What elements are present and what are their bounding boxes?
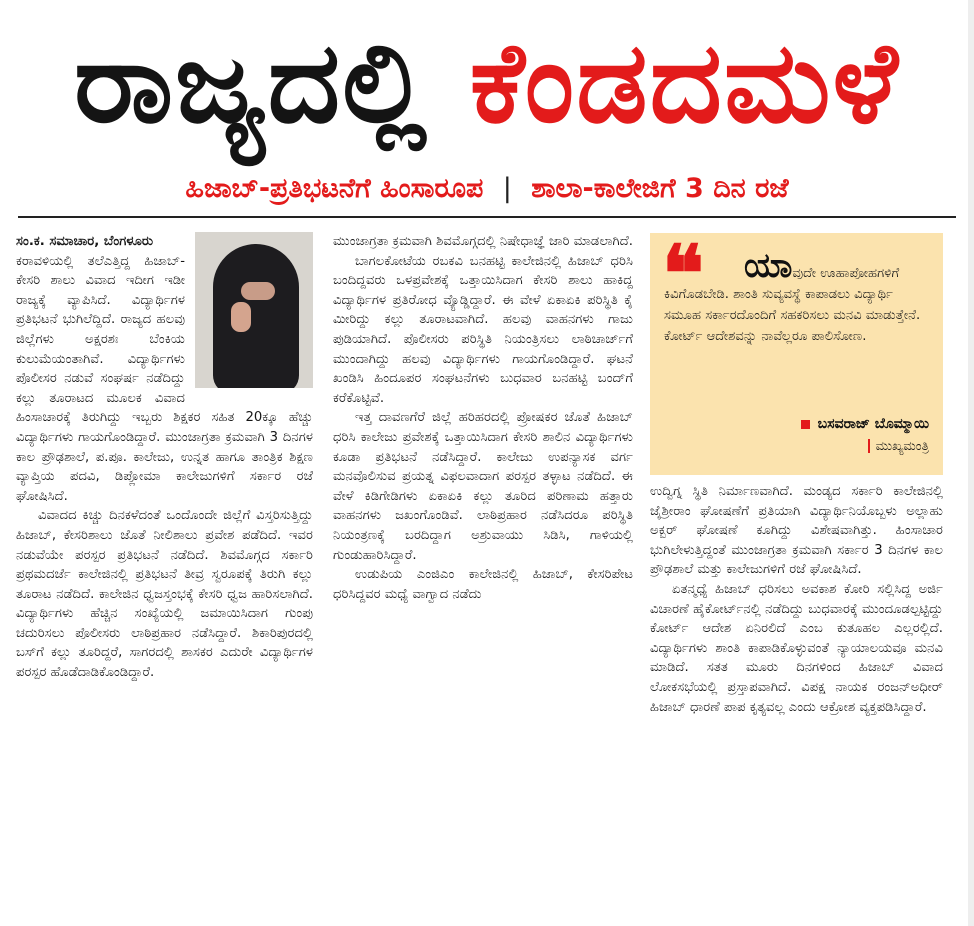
column-2-paragraph-3: ಇತ್ತ ದಾವಣಗೆರೆ ಜಿಲ್ಲೆ ಹರಿಹರದಲ್ಲಿ ಪ್ರೋಷಕರ ಜೊತೆ ಹಿಜಾಬ್ ಧರಿಸಿ ಕಾಲೇಜು ಪ್ರವೇಶಕ್ಕೆ ಒತ್ತಾಯಿಸಿದಾಗ ಕೇಸರಿ ಶಾಲಿನ ವಿದ್ಯಾರ್ಥಿಗಳು ಕೂಡಾ ಪ್ರತಿಭಟನೆ ನಡೆಸಿದ್ದಾರೆ. ಕಾಲೇಜು ಉಪನ್ಯಾಸಕ ವರ್ಗ ಮನವೊಲಿಸುವ ಪ್ರಯತ್ನ ವಿಫಲವಾದಾಗ ಪರಸ್ಪರ ತಳ್ಳಾಟ ನಡೆದಿದೆ. ಈ ವೇಳೆ ಕಿಡಿಗೇಡಿಗಳು ಏಕಾಏಕಿ ಕಲ್ಲು ತೂರಿದ ಪರಿಣಾಮ ಹತ್ತಾರು ವಾಹನಗಳು ಜಖಂಗೊಂಡಿವೆ. ಲಾಠಿಪ್ರಹಾರ ನಡೆಸಿದರೂ ಪರಿಸ್ಥಿತಿ ನಿಯಂತ್ರಣಕ್ಕೆ ಬರದಿದ್ದಾಗ ಅಶ್ರುವಾಯು ಸಿಡಿಸಿ, ಗಾಳಿಯಲ್ಲಿ ಗುಂಡುಹಾರಿಸಿದ್ದಾರೆ. <box>333 410 633 563</box>
page-edge <box>968 0 974 926</box>
quote-mark-icon: ❝ <box>662 229 704 320</box>
column-1-paragraph-2: ವಿವಾದದ ಕಿಚ್ಚು ದಿನಕಳೆದಂತೆ ಒಂದೊಂದೇ ಜಿಲ್ಲೆಗೆ ವಿಸ್ತರಿಸುತ್ತಿದ್ದು ಹಿಜಾಬ್, ಕೇಸರಿಶಾಲು ಜೊತೆ ನೀಲಿಶಾಲು ಪ್ರವೇಶ ಪಡೆದಿದೆ. ಇವರ ನಡುವೆಯೇ ಪರಸ್ಪರ ಪ್ರತಿಭಟನೆ ನಡೆದಿದೆ. ಶಿವಮೊಗ್ಗದ ಸರ್ಕಾರಿ ಪ್ರಥಮದರ್ಜೆ ಕಾಲೇಜಿನಲ್ಲಿ ಪ್ರತಿಭಟನೆ ತೀವ್ರ ಸ್ವರೂಪಕ್ಕೆ ತಿರುಗಿ ಕಲ್ಲು ತೂರಾಟ ನಡೆದಿದೆ. ಕಾಲೇಜಿನ ಧ್ವಜಸ್ತಂಭಕ್ಕೆ ಕೇಸರಿ ಧ್ವಜ ಹಾರಿಸಲಾಗಿದೆ. ವಿದ್ಯಾರ್ಥಿಗಳು ಹೆಚ್ಚಿನ ಸಂಖ್ಯೆಯಲ್ಲಿ ಜಮಾಯಿಸಿದಾಗ ಗುಂಪು ಚದುರಿಸಲು ಪೊಲೀಸರು ಲಾಠಿಪ್ರಹಾರ ನಡೆಸಿದ್ದಾರೆ. ಶಿಕಾರಿಪುರದಲ್ಲಿ ಬಸ್‌ಗೆ ಕಲ್ಲು ತೂರಿದ್ದರೆ, ಸಾಗರದಲ್ಲಿ ಶಾಸಕರ ಎದುರೇ ವಿದ್ಯಾರ್ಥಿಗಳ ಪರಸ್ಪರ ಹೊಡೆದಾಡಿಕೊಂಡಿದ್ದಾರೆ. <box>16 508 313 681</box>
section-divider <box>18 216 956 218</box>
article-column-2 <box>333 232 633 912</box>
column-2-paragraph-1: ಮುಂಜಾಗ್ರತಾ ಕ್ರಮವಾಗಿ ಶಿವಮೊಗ್ಗದಲ್ಲಿ ನಿಷೇಧಾಜ್ಞೆ ಜಾರಿ ಮಾಡಲಾಗಿದೆ. <box>333 234 633 249</box>
quote-drop-cap: ಯಾ <box>744 246 793 286</box>
photo-icon <box>195 232 313 388</box>
article-column-3 <box>650 482 943 912</box>
headline <box>0 8 974 158</box>
quote-signature <box>801 413 929 458</box>
column-1-paragraph-1: ಕರಾವಳಿಯಲ್ಲಿ ತಲೆಎತ್ತಿದ್ದ ಹಿಜಾಬ್-ಕೇಸರಿ ಶಾಲು ವಿವಾದ ಇದೀಗ ಇಡೀ ರಾಜ್ಯಕ್ಕೆ ವ್ಯಾಪಿಸಿದೆ. ವಿದ್ಯಾರ್ಥಿಗಳ ಪ್ರತಿಭಟನೆ ಭುಗಿಲೆದ್ದಿದೆ. ರಾಜ್ಯದ ಹಲವು ಜಿಲ್ಲೆಗಳು ಅಕ್ಷರಶಃ ಬೆಂಕಿಯ ಕುಲುಮೆಯಂತಾಗಿವೆ. ವಿದ್ಯಾರ್ಥಿಗಳು ಪೊಲೀಸರ ನಡುವೆ ಸಂಘರ್ಷ ನಡೆದಿದ್ದು ಕಲ್ಲು ತೂರಾಟದ ಮೂಲಕ ವಿವಾದ ಹಿಂಸಾಚಾರಕ್ಕೆ ತಿರುಗಿದ್ದು ಇಬ್ಬರು ಶಿಕ್ಷಕರ ಸಹಿತ 20ಕ್ಕೂ ಹೆಚ್ಚು ವಿದ್ಯಾರ್ಥಿಗಳು ಗಾಯಗೊಂಡಿದ್ದಾರೆ. ಮುಂಜಾಗ್ರತಾ ಕ್ರಮವಾಗಿ 3 ದಿನಗಳ ಕಾಲ ಪ್ರೌಢಶಾಲೆ, ಪ.ಪೂ. ಕಾಲೇಜು, ಉನ್ನತ ಹಾಗೂ ತಾಂತ್ರಿಕ ಶಿಕ್ಷಣ ವ್ಯಾಪ್ತಿಯ ಪದವಿ, ಡಿಪ್ಲೋಮಾ ಕಾಲೇಜುಗಳಿಗೆ ಸರ್ಕಾರ ರಜೆ ಘೋಷಿಸಿದೆ. <box>16 253 313 504</box>
column-3-paragraph-1: ಉದ್ವಿಗ್ನ ಸ್ಥಿತಿ ನಿರ್ಮಾಣವಾಗಿದೆ. ಮಂಡ್ಯದ ಸರ್ಕಾರಿ ಕಾಲೇಜಿನಲ್ಲಿ ಜೈಶ್ರೀರಾಂ ಘೋಷಣೆಗೆ ಪ್ರತಿಯಾಗಿ ವಿದ್ಯಾರ್ಥಿನಿಯೊಬ್ಬಳು ಅಲ್ಲಾಹು ಅಕ್ಬರ್ ಘೋಷಣೆ ಕೂಗಿದ್ದು ವಿಶೇಷವಾಗಿತ್ತು. ಹಿಂಸಾಚಾರ ಭುಗಿಲೇಳುತ್ತಿದ್ದಂತೆ ಮುಂಜಾಗ್ರತಾ ಕ್ರಮವಾಗಿ ಸರ್ಕಾರ 3 ದಿನಗಳ ಕಾಲ ಪ್ರೌಢಶಾಲೆ ಮತ್ತು ಕಾಲೇಜುಗಳಿಗೆ ರಜೆ ಘೋಷಿಸಿದೆ. <box>650 484 943 578</box>
headline-part-2: ಕೆಂಡದಮಳೆ <box>469 18 900 148</box>
quote-body: ಕಿವಿಗೊಡಬೇಡಿ. ಶಾಂತಿ ಸುವ್ಯವಸ್ಥೆ ಕಾಪಾಡಲು ವಿದ್ಯಾರ್ಥಿ ಸಮೂಹ ಸರ್ಕಾರದೊಂದಿಗೆ ಸಹಕರಿಸಲು ಮನವಿ ಮಾಡುತ್ತೇನೆ. ಕೋರ್ಟ್ ಆದೇಶವನ್ನು ನಾವೆಲ್ಲರೂ ಪಾಲಿಸೋಣ. <box>664 287 921 344</box>
headline-part-1: ರಾಜ್ಯದಲ್ಲಿ <box>74 18 429 148</box>
byline: ಸಂ.ಕ. ಸಮಾಚಾರ, ಬೆಂಗಳೂರು <box>16 234 154 249</box>
column-3-paragraph-2: ಏತನ್ಮಧ್ಯೆ ಹಿಜಾಬ್ ಧರಿಸಲು ಅವಕಾಶ ಕೋರಿ ಸಲ್ಲಿಸಿದ್ದ ಅರ್ಜಿ ವಿಚಾರಣೆ ಹೈಕೋರ್ಟ್‌ನಲ್ಲಿ ನಡೆದಿದ್ದು ಬುಧವಾರಕ್ಕೆ ಮುಂದೂಡಲ್ಪಟ್ಟಿದ್ದು ಕೋರ್ಟ್ ಆದೇಶ ಏನಿರಲಿದೆ ಎಂಬ ಕುತೂಹಲ ಎಲ್ಲರಲ್ಲಿದೆ. ವಿದ್ಯಾರ್ಥಿಗಳು ಶಾಂತಿ ಕಾಪಾಡಿಕೊಳ್ಳುವಂತೆ ನ್ಯಾಯಾಲಯವೂ ಮನವಿ ಮಾಡಿದೆ. ಸತತ ಮೂರು ದಿನಗಳಿಂದ ಹಿಜಾಬ್ ವಿವಾದ ಲೋಕಸಭೆಯಲ್ಲಿ ಪ್ರಸ್ತಾಪವಾಗಿದೆ. ವಿಪಕ್ಷ ನಾಯಕ ರಂಜನ್‌ಅಧೀರ್ ಹಿಜಾಬ್ ಧಾರಣೆ ಪಾಪ ಕೃತ್ಯವಲ್ಲ ಎಂದು ಆಕ್ರೋಶ ವ್ಯಕ್ತಪಡಿಸಿದ್ದಾರೆ. <box>650 581 943 715</box>
quote-box <box>650 229 943 475</box>
article-column-1 <box>16 232 313 922</box>
quote-text <box>664 246 930 347</box>
bar-icon <box>868 439 870 453</box>
column-2-paragraph-4: ಉಡುಪಿಯ ಎಂಜಿಎಂ ಕಾಲೇಜಿನಲ್ಲಿ ಹಿಜಾಬ್, ಕೇಸರಿಪೇಟ ಧರಿಸಿದ್ದವರ ಮಧ್ಯೆ ವಾಗ್ವಾದ ನಡೆದು <box>333 567 633 602</box>
subheadline <box>0 168 974 210</box>
subheadline-separator: | <box>502 173 512 204</box>
quote-first-line: ವುದೇ ಊಹಾಪೋಹಗಳಿಗೆ <box>792 266 900 281</box>
subheadline-left: ಹಿಜಾಬ್-ಪ್ರತಿಭಟನೆಗೆ ಹಿಂಸಾರೂಪ <box>185 173 484 204</box>
column-2-paragraph-2: ಬಾಗಲಕೋಟೆಯ ರಬಕವಿ ಬನಹಟ್ಟಿ ಕಾಲೇಜಿನಲ್ಲಿ ಹಿಜಾಬ್ ಧರಿಸಿ ಬಂದಿದ್ದವರು ಒಳಪ್ರವೇಶಕ್ಕೆ ಒತ್ತಾಯಿಸಿದಾಗ ಕೇಸರಿ ಶಾಲು ಹಾಕಿದ್ದ ವಿದ್ಯಾರ್ಥಿಗಳ ಪ್ರತಿರೋಧ ವ್ಯೊಡ್ಡಿದ್ದಾರೆ. ಈ ವೇಳೆ ಏಕಾಏಕಿ ಪರಿಸ್ಥಿತಿ ಕೈ ಮೀರಿದ್ದು ಕಲ್ಲು ತೂರಾಟವಾಗಿದೆ. ಹಲವು ವಾಹನಗಳು ಗಾಜು ಪುಡಿಯಾಗಿದೆ. ಪೊಲೀಸರು ಪರಿಸ್ಥಿತಿ ನಿಯಂತ್ರಿಸಲು ಲಾಠಿಚಾರ್ಜ್‌ಗೆ ಮುಂದಾಗಿದ್ದು ಹಲವು ವಿದ್ಯಾರ್ಥಿಗಳು ಗಾಯಗೊಂಡಿದ್ದಾರೆ. ಘಟನೆ ಖಂಡಿಸಿ ಹಿಂದೂಪರ ಸಂಘಟನೆಗಳು ಬುಧವಾರ ಬನಹಟ್ಟಿ ಬಂದ್‌ಗೆ ಕರೆಕೊಟ್ಟಿವೆ. <box>333 253 633 406</box>
subheadline-right: ಶಾಲಾ-ಕಾಲೇಜಿಗೆ 3 ದಿನ ರಜೆ <box>531 173 789 204</box>
quote-speaker-title: ಮುಖ್ಯಮಂತ್ರಿ <box>875 439 929 454</box>
quote-speaker: ಬಸವರಾಜ್ ಬೊಮ್ಮಾಯಿ <box>817 416 929 432</box>
square-bullet-icon <box>801 420 810 429</box>
